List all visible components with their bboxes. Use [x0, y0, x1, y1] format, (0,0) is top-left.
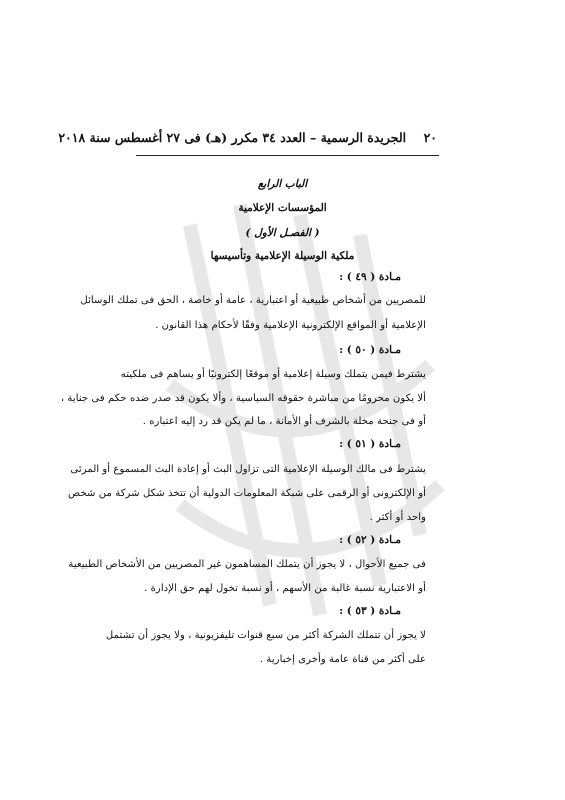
article-text-line: الإعلامية أو المواقع الإلكترونية الإعلامية وفقًا لأحكام هذا القانون .: [155, 320, 426, 331]
article-heading: مـادة ( ٥٢ ) :: [339, 534, 401, 546]
page-number: ٢٠: [423, 130, 437, 145]
article-text-line: أو الاعتبارية نسبة غالبة من الأسهم ، أو نسبة تخول لهم حق الإدارة .: [144, 583, 426, 594]
gazette-issue: الجريدة الرسمية – العدد ٣٤ مكرر (هـ) فى ٢٧ أغسطس سنة ٢٠١٨: [58, 130, 407, 145]
article-heading: مـادة ( ٥١ ) :: [339, 438, 401, 450]
header-divider: [136, 155, 439, 156]
article-text-line: يشترط فيمن يتملك وسيلة إعلامية أو موقعًا إلكترونيًا أو يساهم فى ملكيته: [120, 369, 426, 380]
article-text-line: يشترط فى مالك الوسيلة الإعلامية التى تزاول البث أو إعادة البث المسموع أو المرئى: [70, 464, 426, 475]
section-title: المؤسسات الإعلامية: [238, 202, 327, 214]
subchapter-title: ( الفصـل الأول ): [245, 227, 320, 239]
article-heading: مـادة ( ٥٣ ) :: [339, 605, 401, 617]
article-text-line: لا يجوز أن تتملك الشركة أكثر من سبع قنوات تليفزيونية ، ولا يجوز أن تشتمل: [105, 630, 426, 641]
page-header: [58, 130, 437, 145]
article-heading: مـادة ( ٥٠ ) :: [339, 344, 401, 356]
article-text-line: فى جميع الأحوال ، لا يجوز أن يتملك المساهمون غير المصريين من الأشخاص الطبيعية: [68, 559, 426, 570]
article-text-line: واحد أو أكثر .: [369, 512, 426, 523]
article-text-line: أو فى جنحة مخلة بالشرف أو الأمانة ، ما لم يكن قد رد إليه اعتباره .: [142, 416, 426, 427]
article-text-line: للمصريين من أشخاص طبيعية أو اعتبارية ، عامة أو خاصة ، الحق فى تملك الوسائل: [80, 295, 426, 306]
section-subtitle: ملكية الوسيلة الإعلامية وتأسيسها: [210, 250, 355, 262]
article-text-line: ألا يكون محرومًا من مباشرة حقوقه السياسية ، وألا يكون قد صدر ضده حكم فى جناية ،: [60, 393, 426, 404]
article-text-line: أو الإلكترونى أو الرقمى على شبكة المعلومات الدولية أن تتخذ شكل شركة من شخص: [67, 488, 426, 499]
article-text-line: على أكثر من قناة عامة وأخرى إخبارية .: [259, 654, 426, 665]
article-heading: مـادة ( ٤٩ ) :: [339, 271, 401, 283]
chapter-title: الباب الرابع: [257, 178, 308, 190]
